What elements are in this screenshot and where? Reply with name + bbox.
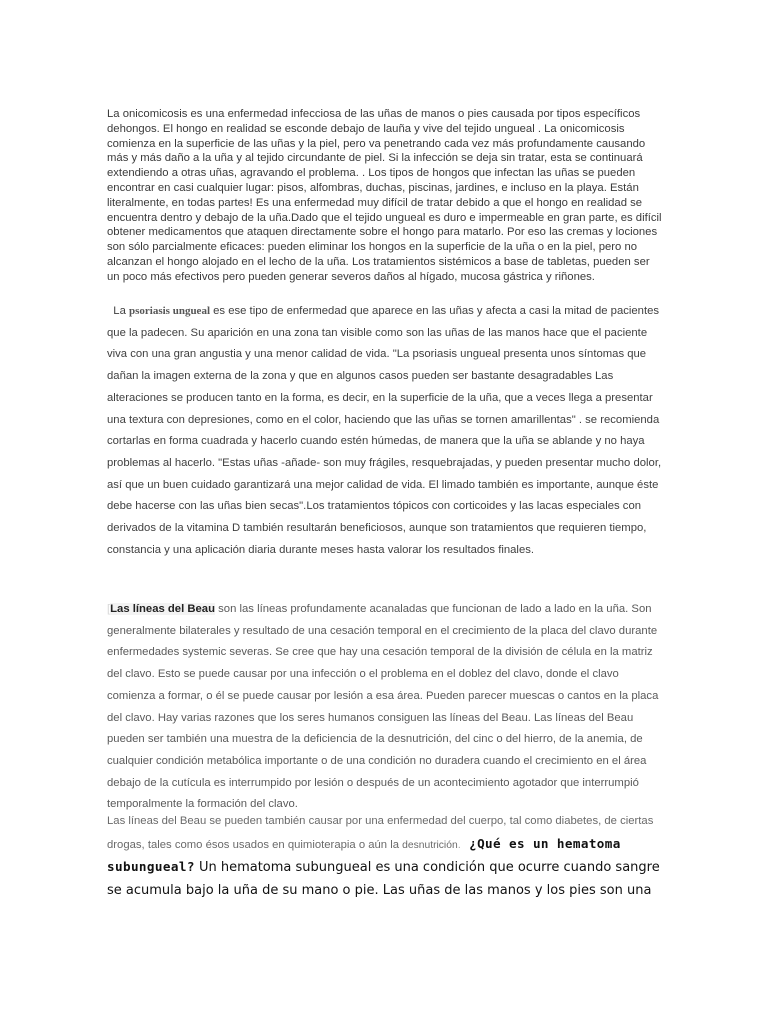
paragraph-onicomicosis <box>107 107 662 285</box>
paragraph-hematoma <box>107 811 667 903</box>
paragraph-lineas-beau <box>107 599 659 816</box>
term-psoriasis-ungueal: psoriasis ungueal <box>129 305 210 317</box>
paragraph-psoriasis-lead: La <box>113 305 129 317</box>
word-desnutricion: desnutrición <box>402 839 458 851</box>
paragraph-lineas-beau-text: son las líneas profundamente acanaladas que funcionan de lado a lado en la uña. Son generalmente bilaterales y resultado de una cesación temporal en el crecimiento de la placa del clavo durante enfermedades systemic severas. Se cree que hay una cesación temporal de la división de célula en la matriz del clavo. Esto se puede causar por una infección o el problema en el doblez del clavo, donde el clavo comienza a formar, o él se puede causar por lesión a esa área. Pueden parecer muescas o cantos en la placa del clavo. Hay varias razones que los seres humanos consiguen las líneas del Beau. Las líneas del Beau pueden ser también una muestra de la deficiencia de la desnutrición, del cinc o del hierro, de la anemia, de cualquier condición metabólica importante o de una condición no duradera cuando el crecimiento en el área debajo de la cutícula es interrumpido por lesión o después de un acontecimiento agotador que interrumpió temporalmente la formación del clavo. <box>107 603 659 811</box>
term-lineas-beau: Las líneas del Beau <box>110 603 215 615</box>
paragraph-onicomicosis-text: La onicomicosis es una enfermedad infecciosa de las uñas de manos o pies causada por tipos específicos dehongos. El hongo en realidad se esconde debajo de lauña y vive del tejido ungueal . La onicomicosis comienza en la superficie de las uñas y la piel, pero va penetrando cada vez más profundamente causando más y más daño a la uña y al tejido circundante de piel. Si la infección se deja sin tratar, esta se continuará extendiendo a otras uñas, agravando el problema. . Los tipos de hongos que infectan las uñas se pueden encontrar en casi cualquier lugar: pisos, alfombras, duchas, piscinas, jardines, e incluso en la playa. Están literalmente, en todas partes! Es una enfermedad muy difícil de tratar debido a que el hongo en realidad se encuentra dentro y debajo de la uña.Dado que el tejido ungueal es duro e impermeable en gran parte, es difícil obtener medicamentos que ataquen directamente sobre el hongo para matarlo. Por eso las cremas y lociones son sólo parcialmente eficaces: pueden eliminar los hongos en la superficie de la uña o en la piel, pero no alcanzan el hongo alojado en el lecho de la uña. Los tratamientos sistémicos a base de tabletas, pueden ser un poco más efectivos pero pueden generar severos daños al hígado, mucosa gástrica y riñones. <box>107 108 662 283</box>
heading-hematoma-subungueal: ¿Qué es un hematoma subungueal? <box>107 835 621 875</box>
paragraph-psoriasis <box>107 301 665 561</box>
paragraph-hematoma-continuation: Un hematoma subungueal es una condición que ocurre cuando sangre se acumula bajo la uña de su mano o pie. Las uñas de las manos y los pies son una <box>107 860 660 899</box>
period-mark: . <box>457 838 461 851</box>
paragraph-hematoma-text: Las líneas del Beau se pueden también causar por una enfermedad del cuerpo, tal como diabetes, de ciertas drogas, tales como ésos usados en quimioterapia o aún la <box>107 815 654 851</box>
bracket-mark: [ <box>107 603 111 615</box>
paragraph-psoriasis-text: es ese tipo de enfermedad que aparece en las uñas y afecta a casi la mitad de pacientes que la padecen. Su aparición en una zona tan visible como son las uñas de las manos hace que el paciente viva con una gran angustia y una menor calidad de vida. "La psoriasis ungueal presenta unos síntomas que dañan la imagen externa de la zona y que en algunos casos pueden ser bastante desagradables Las alteraciones se producen tanto en la forma, es decir, en la superficie de la uña, que a veces llega a presentar una textura con depresiones, como en el color, haciendo que las uñas se tornen amarillentas" . se recomienda cortarlas en forma cuadrada y hacerlo cuando estén húmedas, de manera que la uña se ablande y no haya problemas al hacerlo. "Estas uñas -añade- son muy frágiles, resquebrajadas, y pueden presentar mucho dolor, así que un buen cuidado garantizará una mejor calidad de vida. El limado también es importante, aunque éste debe hacerse con las uñas bien secas".Los tratamientos tópicos con corticoides y las lacas especiales con derivados de la vitamina D también resultarán beneficiosos, aunque son tratamientos que requieren tiempo, constancia y una aplicación diaria durante meses hasta valorar los resultados finales. <box>107 305 662 556</box>
